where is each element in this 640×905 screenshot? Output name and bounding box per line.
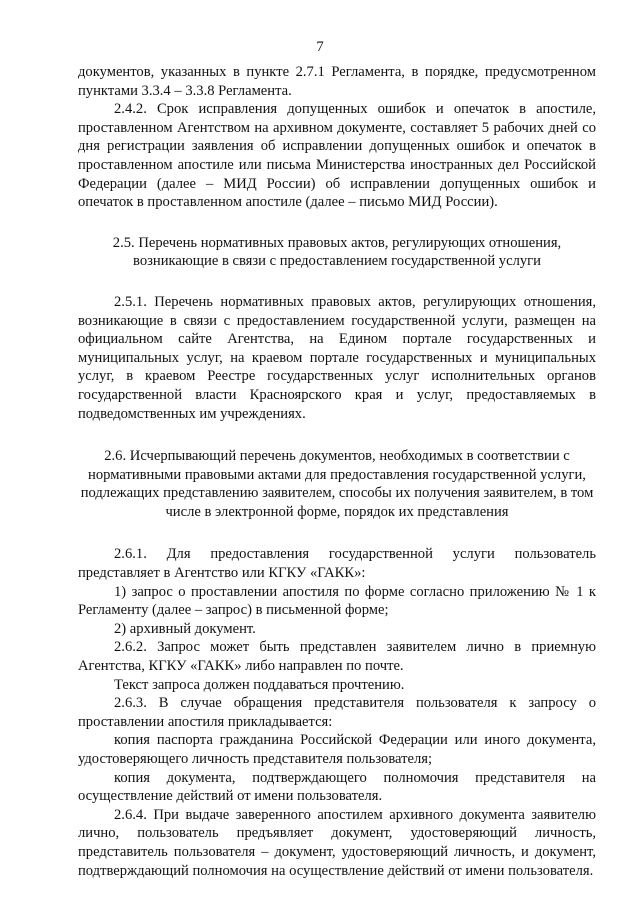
paragraph-2-6-4: 2.6.4. При выдаче заверенного апостилем архивного документа заявителю лично, пользователь предъявляет документ, удостоверяющий личность, представитель пользователя – документ, удостоверяющий личность, и документ, подтверждающий полномочия на осуществление действий от имени пользователя. <box>78 806 596 879</box>
paragraph-2-5-1: 2.5.1. Перечень нормативных правовых актов, регулирующих отношения, возникающие в связи с предоставлением государственной услуги, размещен на официальном сайте Агентства, на Едином портале государственных и муниципальных услуг, на краевом портале государственных и муниципальных услуг, в краевом Реестре государственных услуг исполнительных органов государственной власти Красноярского края и услуг, предоставляемых в подведомственных им учреждениях. <box>78 293 596 422</box>
paragraph-2-6-1: 2.6.1. Для предоставления государственной услуги пользователь представляет в Агентство или КГКУ «ГАКК»: <box>78 546 596 582</box>
paragraph-2-6-2: 2.6.2. Запрос может быть представлен заявителем лично в приемную Агентства, КГКУ «ГАКК» либо направлен по почте. <box>78 639 596 675</box>
list-item-1: 1) запрос о проставлении апостиля по форме согласно приложению № 1 к Регламенту (далее – запрос) в письменной форме; <box>78 583 596 619</box>
page-number: 7 <box>316 39 324 55</box>
paragraph-2-6-3: 2.6.3. В случае обращения представителя пользователя к запросу о проставлении апостиля прикладывается: <box>78 695 596 730</box>
list-item-2: 2) архивный документ. <box>114 620 256 637</box>
heading-2-5: 2.5. Перечень нормативных правовых актов, регулирующих отношения, возникающие в связи с предоставлением государственной услуги <box>112 234 562 270</box>
document-body <box>78 63 596 880</box>
paragraph-2-4-2: 2.4.2. Срок исправления допущенных ошибок и опечаток в апостиле, проставленном Агентством на архивном документе, составляет 5 рабочих дней со дня регистрации заявления об исправлении допущенных ошибок и опечаток в проставленном апостиле или письма Министерства иностранных дел Российской Федерации (далее – МИД России) об исправлении допущенных ошибок и опечаток в проставленном апостиле (далее – письмо МИД России). <box>78 101 596 211</box>
paragraph-intro: документов, указанных в пункте 2.7.1 Регламента, в порядке, предусмотренном пунктами 3.3.4 – 3.3.8 Регламента. <box>78 64 596 99</box>
heading-2-6: 2.6. Исчерпывающий перечень документов, необходимых в соответствии с нормативными правовыми актами для предоставления государственной услуги, подлежащих представлению заявителем, способы их получения заявителем, в том числе в электронной форме, порядок их представления <box>80 448 594 520</box>
paragraph-text-requirement: Текст запроса должен поддаваться прочтению. <box>114 676 405 693</box>
paragraph-copy-document: копия документа, подтверждающего полномочия представителя на осуществление действий от имени пользователя. <box>78 769 596 805</box>
paragraph-copy-passport: копия паспорта гражданина Российской Федерации или иного документа, удостоверяющего личность представителя пользователя; <box>78 732 596 767</box>
